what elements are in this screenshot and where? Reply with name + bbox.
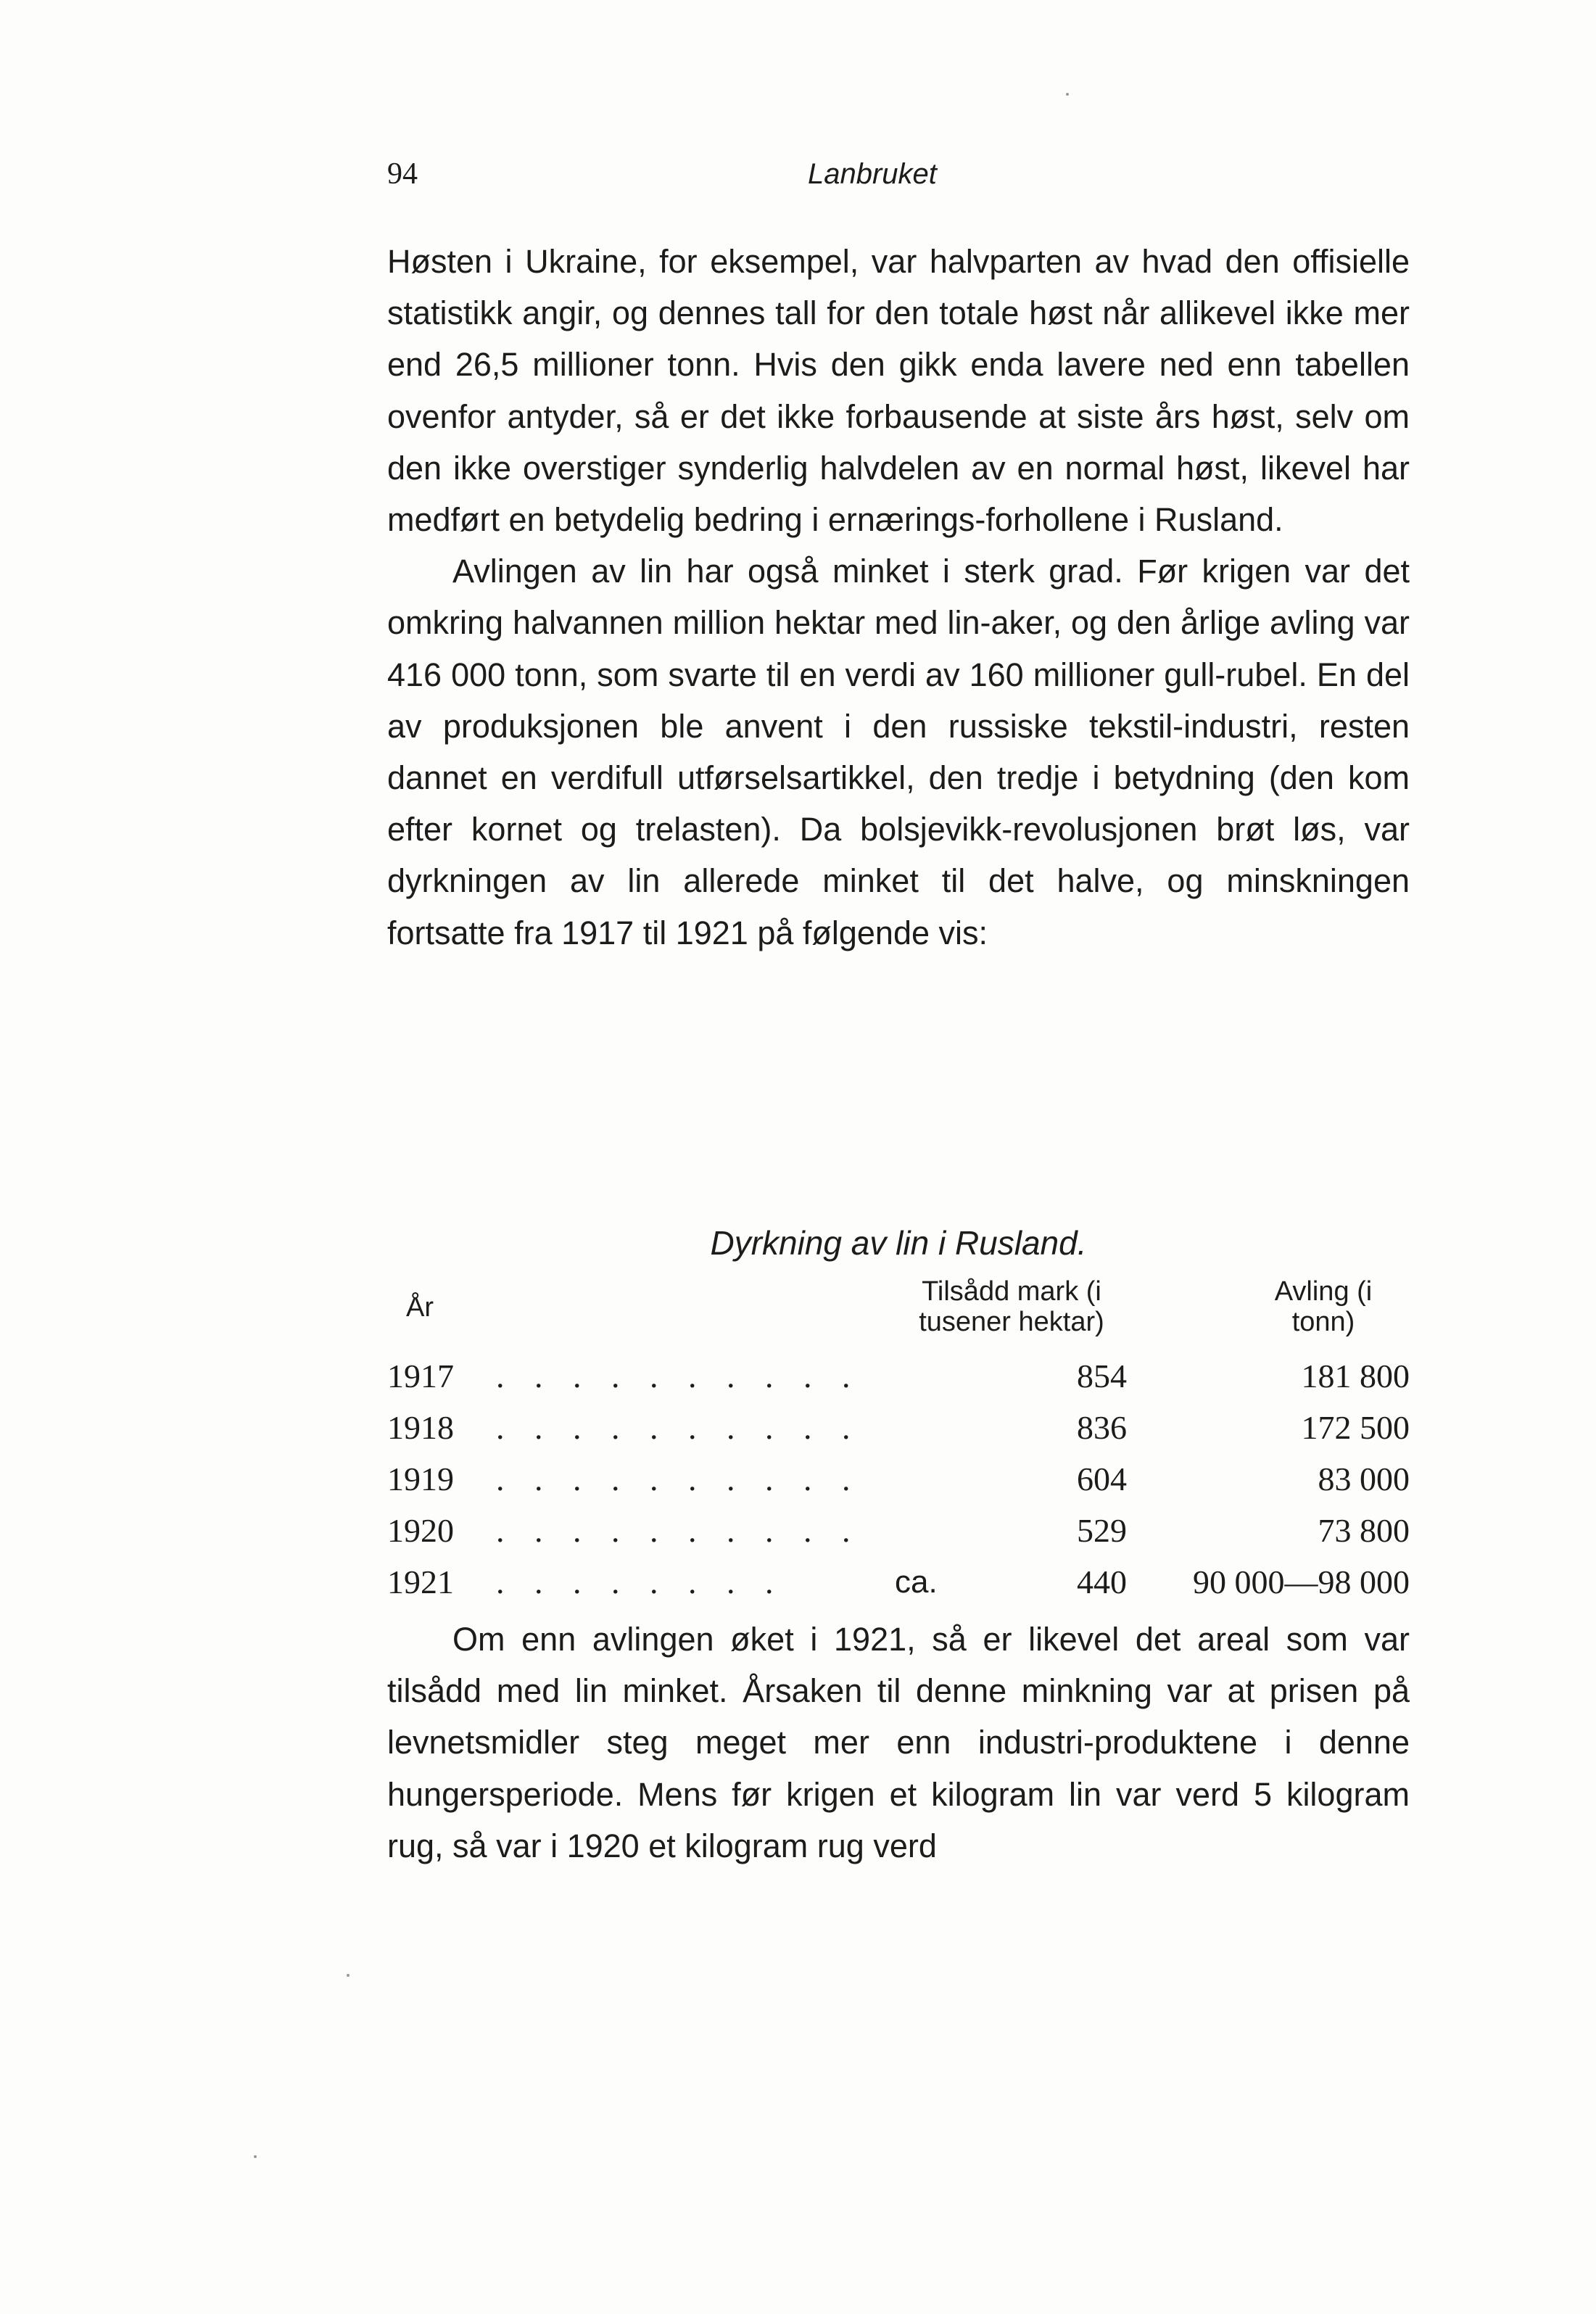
header-line: Avling (i [1274, 1276, 1373, 1307]
table-row [387, 1350, 1410, 1402]
table-row [387, 1453, 1410, 1505]
table-header-year: År [406, 1292, 434, 1323]
header-line: Tilsådd mark (i [922, 1276, 1101, 1307]
leader-dots: . . . . . . . . . . [496, 1460, 861, 1497]
header-line: tonn) [1291, 1307, 1355, 1337]
cell-sown-area: 836 [1077, 1409, 1127, 1446]
leader-dots: . . . . . . . . . . [496, 1409, 861, 1446]
page-header [387, 151, 1410, 197]
flax-table [387, 1350, 1410, 1608]
cell-year: 1921 [387, 1563, 454, 1600]
cell-prefix: ca. [895, 1564, 938, 1600]
cell-year: 1919 [387, 1460, 454, 1497]
cell-year: 1920 [387, 1512, 454, 1549]
running-title: Lanbruket [808, 158, 937, 190]
paragraph: Avlingen av lin har også minket i sterk grad. Før krigen var det omkring halvannen million hektar med lin-aker, og den årlige avling var 416 000 tonn, som svarte til en verdi av 160 millioner gull-rubel. En del av produksjonen ble anvent i den russiske tekstil-industri, resten dannet en verdifull utførselsartikkel, den tredje i betydning (den kom efter kornet og trelasten). Da bolsjevikk-revolusjonen brøt løs, var dyrkningen av lin allerede minket til det halve, og minskningen fortsatte fra 1917 til 1921 på følgende vis: [387, 553, 1410, 951]
page-number: 94 [387, 157, 418, 191]
leader-dots: . . . . . . . . [496, 1563, 785, 1600]
leader-dots: . . . . . . . . . . [496, 1358, 861, 1394]
cell-sown-area: 440 [1077, 1563, 1127, 1600]
cell-yield: 83 000 [1318, 1460, 1410, 1497]
cell-sown-area: 854 [1077, 1358, 1127, 1394]
body-text-top [387, 236, 1410, 959]
table-header-yield [1233, 1276, 1414, 1337]
paper-speck [254, 2155, 257, 2158]
header-line: tusener hektar) [919, 1307, 1104, 1337]
table-row [387, 1402, 1410, 1453]
cell-yield: 172 500 [1301, 1409, 1410, 1446]
cell-yield: 90 000—98 000 [1193, 1563, 1410, 1600]
paper-speck [347, 1974, 350, 1977]
paragraph: Om enn avlingen øket i 1921, så er likevel det areal som var tilsådd med lin minket. Årsaken til denne minkning var at prisen på levnetsmidler steg meget mer enn industri-produktene i denne hungersperiode. Mens før krigen et kilogram lin var verd 5 kilogram rug, så var i 1920 et kilogram rug verd [387, 1621, 1410, 1864]
table-title: Dyrkning av lin i Rusland. [710, 1224, 1087, 1262]
body-text-bottom [387, 1613, 1410, 1872]
cell-sown-area: 529 [1077, 1512, 1127, 1549]
paragraph: Høsten i Ukraine, for eksempel, var halvparten av hvad den offisielle statistikk angir, og dennes tall for den totale høst når allikevel ikke mer end 26,5 millioner tonn. Hvis den gikk enda lavere ned enn tabellen ovenfor antyder, så er det ikke forbausende at siste års høst, selv om den ikke overstiger synderlig halvdelen av en normal høst, likevel har medført en betydelig bedring i ernærings-forhollene i Rusland. [387, 243, 1410, 539]
cell-yield: 73 800 [1318, 1512, 1410, 1549]
leader-dots: . . . . . . . . . . [496, 1512, 861, 1549]
paper-speck [1066, 93, 1069, 96]
cell-year: 1918 [387, 1409, 454, 1446]
table-row [387, 1505, 1410, 1556]
table-header-sown-area [848, 1276, 1175, 1337]
table-row [387, 1556, 1410, 1608]
cell-year: 1917 [387, 1358, 454, 1394]
cell-sown-area: 604 [1077, 1460, 1127, 1497]
cell-yield: 181 800 [1301, 1358, 1410, 1394]
